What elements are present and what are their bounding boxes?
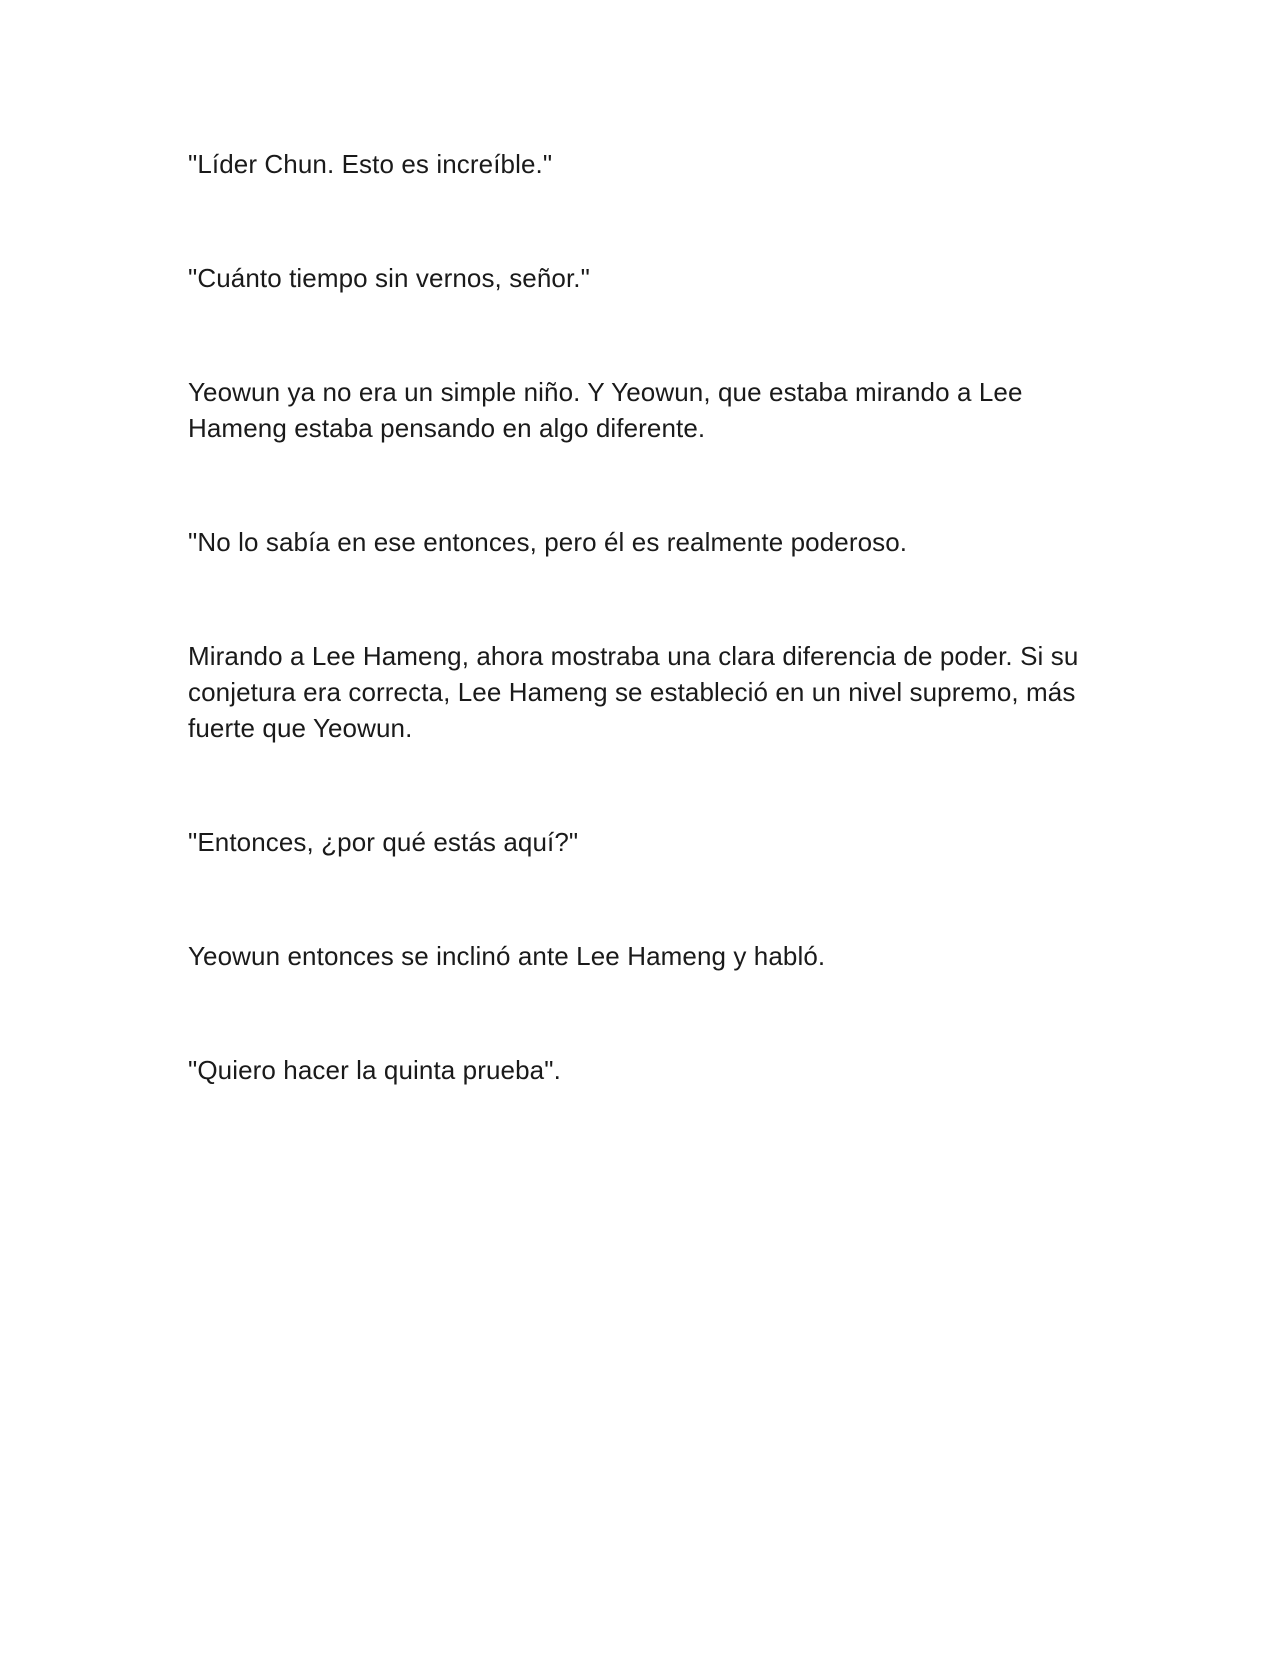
paragraph-gap (188, 974, 1108, 1052)
paragraph-gap (188, 296, 1108, 374)
paragraph-4: "No lo sabía en ese entonces, pero él es realmente poderoso. (188, 527, 908, 557)
paragraph-gap (188, 746, 1108, 824)
paragraph-gap (188, 446, 1108, 524)
paragraph-8: "Quiero hacer la quinta prueba". (188, 1055, 561, 1085)
paragraph-gap (188, 560, 1108, 638)
paragraph-gap (188, 182, 1108, 260)
document-body (188, 146, 1108, 1088)
paragraph-1: "Líder Chun. Esto es increíble." (188, 149, 553, 179)
paragraph-5: Mirando a Lee Hameng, ahora mostraba una clara diferencia de poder. Si su conjetura era correcta, Lee Hameng se estableció en un nivel supremo, más fuerte que Yeowun. (188, 641, 1079, 743)
paragraph-7: Yeowun entonces se inclinó ante Lee Hameng y habló. (188, 941, 826, 971)
paragraph-3: Yeowun ya no era un simple niño. Y Yeowun, que estaba mirando a Lee Hameng estaba pensando en algo diferente. (188, 377, 1023, 443)
paragraph-2: "Cuánto tiempo sin vernos, señor." (188, 263, 590, 293)
paragraph-6: "Entonces, ¿por qué estás aquí?" (188, 827, 579, 857)
paragraph-gap (188, 860, 1108, 938)
